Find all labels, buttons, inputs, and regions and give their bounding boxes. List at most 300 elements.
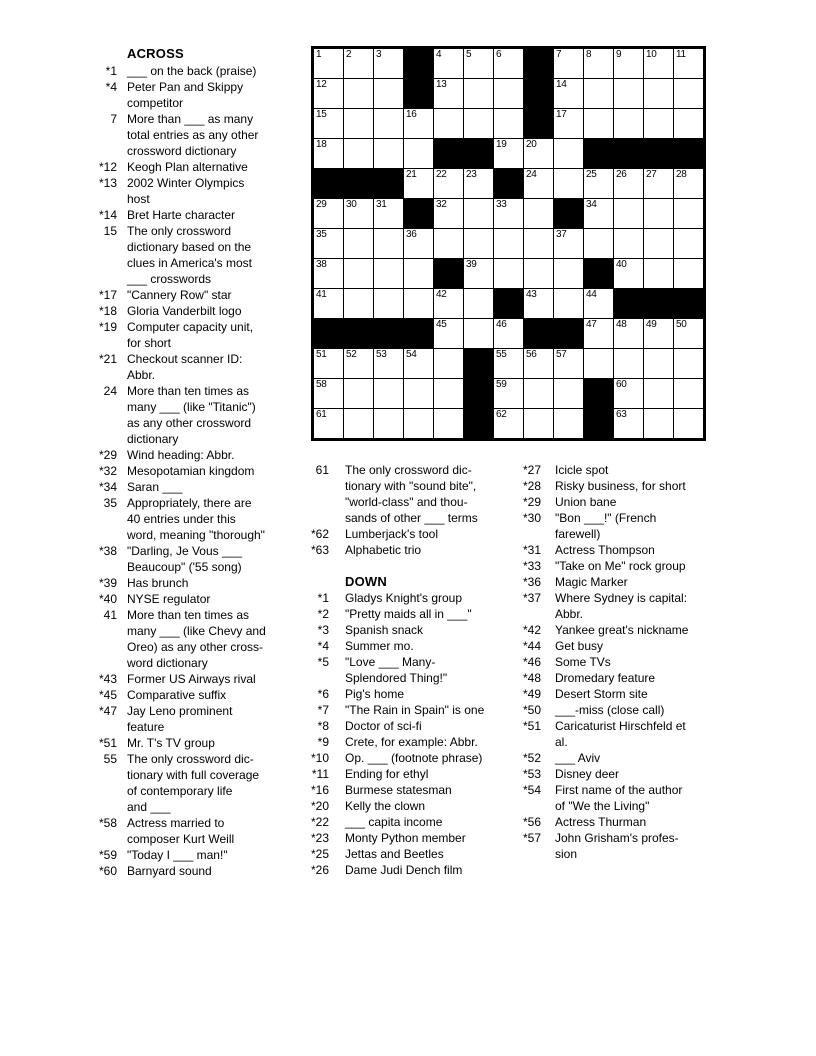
clue-number: *50 bbox=[522, 703, 541, 717]
grid-cell bbox=[524, 259, 553, 288]
clue-28 bbox=[515, 478, 755, 494]
clue-number: *4 bbox=[317, 639, 329, 653]
clue-text bbox=[555, 766, 619, 782]
grid-cell-number: 8 bbox=[586, 49, 592, 60]
grid-cell-number: 37 bbox=[556, 229, 567, 240]
grid-cell bbox=[644, 199, 673, 228]
clue-15 bbox=[85, 223, 307, 287]
clue-38 bbox=[85, 543, 307, 575]
clue-text bbox=[127, 111, 258, 159]
clue-number: *29 bbox=[522, 495, 541, 509]
clue-number: *37 bbox=[522, 591, 541, 605]
clue-text-line: "Cannery Row" star bbox=[127, 288, 232, 302]
grid-cell bbox=[584, 109, 613, 138]
grid-cell bbox=[554, 169, 583, 198]
grid-cell bbox=[314, 79, 343, 108]
grid-cell bbox=[344, 199, 373, 228]
clue-text bbox=[345, 638, 414, 654]
clue-text bbox=[127, 863, 212, 879]
clue-text bbox=[555, 622, 688, 638]
grid-cell-number: 20 bbox=[526, 139, 537, 150]
grid-cell bbox=[434, 289, 463, 318]
grid-cell bbox=[674, 169, 703, 198]
grid-cell bbox=[524, 289, 553, 318]
clue-text-line: More than ten times as bbox=[127, 608, 250, 622]
clue-text-line: John Grisham's profes- bbox=[555, 831, 679, 845]
grid-cell bbox=[494, 199, 523, 228]
grid-cell bbox=[674, 49, 703, 78]
grid-cell bbox=[344, 409, 373, 438]
across-clue-list-part2 bbox=[305, 462, 523, 558]
grid-cell bbox=[464, 199, 493, 228]
grid-cell bbox=[554, 79, 583, 108]
grid-cell-black bbox=[434, 139, 463, 168]
clue-11 bbox=[305, 766, 523, 782]
grid-cell-number: 54 bbox=[406, 349, 417, 360]
grid-cell bbox=[314, 139, 343, 168]
grid-cell bbox=[344, 229, 373, 258]
clue-text-line: Gladys Knight's group bbox=[345, 591, 463, 605]
grid-cell-black bbox=[464, 379, 493, 408]
clue-text-line: Dame Judi Dench film bbox=[345, 863, 463, 877]
clue-number: *7 bbox=[317, 703, 329, 717]
grid-cell-black bbox=[524, 109, 553, 138]
clue-text-line: "Today I ___ man!" bbox=[127, 848, 228, 862]
clue-number: *10 bbox=[310, 751, 329, 765]
clue-text bbox=[127, 447, 234, 463]
clue-text-line: total entries as any other bbox=[127, 128, 259, 142]
grid-cell bbox=[404, 229, 433, 258]
grid-cell-number: 63 bbox=[616, 409, 627, 420]
clue-text-line: tionary with "sound bite", bbox=[345, 479, 477, 493]
clue-text bbox=[127, 463, 254, 479]
clue-34 bbox=[85, 479, 307, 495]
clue-text bbox=[127, 687, 226, 703]
clue-number: *5 bbox=[317, 655, 329, 669]
grid-cell-black bbox=[554, 199, 583, 228]
clue-number: *19 bbox=[98, 320, 117, 334]
clue-number: *33 bbox=[522, 559, 541, 573]
grid-cell-number: 24 bbox=[526, 169, 537, 180]
clue-number: *31 bbox=[522, 543, 541, 557]
clue-number: *49 bbox=[522, 687, 541, 701]
grid-cell-number: 51 bbox=[316, 349, 327, 360]
clue-text bbox=[127, 79, 243, 111]
grid-cell-number: 13 bbox=[436, 79, 447, 90]
clue-text bbox=[345, 686, 404, 702]
clue-text-line: Ending for ethyl bbox=[345, 767, 429, 781]
clue-text-line: Spanish snack bbox=[345, 623, 424, 637]
grid-cell-number: 31 bbox=[376, 199, 387, 210]
grid-cell-number: 52 bbox=[346, 349, 357, 360]
clue-5 bbox=[305, 654, 523, 686]
clue-text bbox=[127, 815, 234, 847]
grid-cell-number: 55 bbox=[496, 349, 507, 360]
clue-42 bbox=[515, 622, 755, 638]
grid-cell-black bbox=[314, 319, 343, 348]
clue-text bbox=[345, 846, 444, 862]
clue-text-line: Has brunch bbox=[127, 576, 189, 590]
grid-cell-number: 18 bbox=[316, 139, 327, 150]
grid-cell-black bbox=[464, 139, 493, 168]
clue-text bbox=[127, 543, 242, 575]
across-clues-column bbox=[85, 45, 307, 879]
grid-cell bbox=[494, 229, 523, 258]
clue-29 bbox=[515, 494, 755, 510]
grid-cell bbox=[614, 109, 643, 138]
clue-51 bbox=[515, 718, 755, 750]
clue-text-line: "The Rain in Spain" is one bbox=[345, 703, 485, 717]
clue-number: *53 bbox=[522, 767, 541, 781]
grid-cell-number: 58 bbox=[316, 379, 327, 390]
clue-text-line: farewell) bbox=[555, 527, 601, 541]
clue-number: *46 bbox=[522, 655, 541, 669]
clue-52 bbox=[515, 750, 755, 766]
grid-cell bbox=[584, 229, 613, 258]
grid-cell bbox=[524, 199, 553, 228]
clue-text bbox=[555, 718, 686, 750]
clue-text-line: ___ capita income bbox=[345, 815, 443, 829]
clue-text-line: Oreo) as any other cross- bbox=[127, 640, 264, 654]
clue-text bbox=[127, 175, 244, 207]
clue-number: *2 bbox=[317, 607, 329, 621]
clue-number: *48 bbox=[522, 671, 541, 685]
clue-number: *29 bbox=[98, 448, 117, 462]
grid-cell bbox=[614, 409, 643, 438]
clue-number: *21 bbox=[98, 352, 117, 366]
clue-text-line: Desert Storm site bbox=[555, 687, 648, 701]
clue-4 bbox=[305, 638, 523, 654]
clue-number: *20 bbox=[310, 799, 329, 813]
clue-text bbox=[345, 606, 472, 622]
grid-cell-black bbox=[464, 409, 493, 438]
grid-cell bbox=[464, 109, 493, 138]
clue-27 bbox=[515, 462, 755, 478]
grid-cell bbox=[314, 229, 343, 258]
clue-text bbox=[127, 303, 242, 319]
grid-cell bbox=[404, 409, 433, 438]
grid-cell bbox=[614, 259, 643, 288]
clue-text bbox=[345, 766, 428, 782]
clue-number: *27 bbox=[522, 463, 541, 477]
clue-number: *62 bbox=[310, 527, 329, 541]
clue-text-line: ___-miss (close call) bbox=[555, 703, 665, 717]
grid-cell bbox=[524, 349, 553, 378]
clue-text-line: Icicle spot bbox=[555, 463, 609, 477]
grid-cell bbox=[674, 349, 703, 378]
grid-cell bbox=[614, 199, 643, 228]
grid-cell-black bbox=[404, 79, 433, 108]
clue-text bbox=[127, 751, 259, 815]
clue-41 bbox=[85, 607, 307, 671]
grid-cell bbox=[614, 169, 643, 198]
clue-text-line: composer Kurt Weill bbox=[127, 832, 235, 846]
grid-cell bbox=[374, 349, 403, 378]
clue-text-line: "world-class" and thou- bbox=[345, 495, 468, 509]
clue-33 bbox=[515, 558, 755, 574]
grid-cell bbox=[374, 379, 403, 408]
grid-cell-number: 23 bbox=[466, 169, 477, 180]
clue-7 bbox=[305, 702, 523, 718]
grid-cell-number: 26 bbox=[616, 169, 627, 180]
clue-text-line: The only crossword bbox=[127, 224, 232, 238]
grid-cell bbox=[434, 169, 463, 198]
grid-cell bbox=[644, 349, 673, 378]
grid-cell-number: 21 bbox=[406, 169, 417, 180]
clue-50 bbox=[515, 702, 755, 718]
grid-cell bbox=[494, 109, 523, 138]
down-clue-list-part1 bbox=[305, 590, 523, 878]
grid-cell-number: 38 bbox=[316, 259, 327, 270]
clue-24 bbox=[85, 383, 307, 447]
clue-58 bbox=[85, 815, 307, 847]
grid-cell bbox=[584, 79, 613, 108]
clue-text bbox=[345, 862, 462, 878]
grid-cell bbox=[344, 289, 373, 318]
grid-cell-black bbox=[674, 289, 703, 318]
grid-cell bbox=[554, 259, 583, 288]
clue-number: 15 bbox=[103, 224, 117, 238]
grid-cell bbox=[674, 259, 703, 288]
grid-cell-black bbox=[674, 139, 703, 168]
clue-53 bbox=[515, 766, 755, 782]
grid-cell bbox=[644, 409, 673, 438]
clue-text-line: Actress married to bbox=[127, 816, 225, 830]
grid-cell-number: 50 bbox=[676, 319, 687, 330]
clue-57 bbox=[515, 830, 755, 862]
clue-number: *26 bbox=[310, 863, 329, 877]
clue-text bbox=[555, 494, 616, 510]
grid-cell bbox=[524, 229, 553, 258]
clue-text bbox=[127, 575, 188, 591]
grid-cell-number: 48 bbox=[616, 319, 627, 330]
clue-text bbox=[345, 462, 478, 526]
clue-text bbox=[555, 590, 687, 622]
grid-cell bbox=[674, 109, 703, 138]
grid-cell-number: 60 bbox=[616, 379, 627, 390]
clue-51 bbox=[85, 735, 307, 751]
clue-number: 24 bbox=[103, 384, 117, 398]
clue-number: 55 bbox=[103, 752, 117, 766]
grid-cell-number: 42 bbox=[436, 289, 447, 300]
grid-cell-number: 10 bbox=[646, 49, 657, 60]
grid-cell-number: 4 bbox=[436, 49, 442, 60]
clue-number: 61 bbox=[315, 463, 329, 477]
grid-cell bbox=[674, 229, 703, 258]
grid-cell-number: 29 bbox=[316, 199, 327, 210]
clue-text bbox=[555, 478, 686, 494]
clue-13 bbox=[85, 175, 307, 207]
grid-cell bbox=[464, 49, 493, 78]
grid-cell-black bbox=[344, 169, 373, 198]
clue-text-line: Checkout scanner ID: bbox=[127, 352, 243, 366]
clue-text bbox=[345, 798, 425, 814]
clue-number: *11 bbox=[311, 767, 329, 781]
grid-cell-number: 46 bbox=[496, 319, 507, 330]
clue-46 bbox=[515, 654, 755, 670]
grid-cell-number: 16 bbox=[406, 109, 417, 120]
clue-text-line: word dictionary bbox=[127, 656, 208, 670]
clue-text-line: Burmese statesman bbox=[345, 783, 452, 797]
clue-text-line: tionary with full coverage bbox=[127, 768, 260, 782]
clue-number: *16 bbox=[310, 783, 329, 797]
clue-text-line: Appropriately, there are bbox=[127, 496, 252, 510]
clue-number: *39 bbox=[98, 576, 117, 590]
grid-cell-black bbox=[524, 319, 553, 348]
clue-text-line: "Darling, Je Vous ___ bbox=[127, 544, 242, 558]
middle-clues-column bbox=[305, 462, 523, 878]
clue-text bbox=[345, 830, 466, 846]
clue-number: *14 bbox=[98, 208, 117, 222]
grid-cell bbox=[644, 319, 673, 348]
clue-number: *38 bbox=[98, 544, 117, 558]
grid-cell-number: 3 bbox=[376, 49, 382, 60]
clue-text-line: 40 entries under this bbox=[127, 512, 236, 526]
clue-18 bbox=[85, 303, 307, 319]
clue-number: *43 bbox=[98, 672, 117, 686]
clue-36 bbox=[515, 574, 755, 590]
clue-text-line: "Love ___ Many- bbox=[345, 655, 436, 669]
grid-cell bbox=[494, 349, 523, 378]
grid-cell-black bbox=[464, 349, 493, 378]
clue-number: *3 bbox=[317, 623, 329, 637]
clue-text-line: Risky business, for short bbox=[555, 479, 686, 493]
grid-cell-black bbox=[404, 49, 433, 78]
grid-cell bbox=[494, 139, 523, 168]
grid-cell-black bbox=[614, 289, 643, 318]
clue-text bbox=[555, 830, 679, 862]
grid-cell-black bbox=[374, 319, 403, 348]
across-clue-list-part1 bbox=[85, 63, 307, 879]
clue-text bbox=[345, 814, 442, 830]
clue-26 bbox=[305, 862, 523, 878]
grid-cell bbox=[494, 79, 523, 108]
clue-3 bbox=[305, 622, 523, 638]
clue-text-line: Peter Pan and Skippy bbox=[127, 80, 244, 94]
clue-number: *36 bbox=[522, 575, 541, 589]
grid-cell bbox=[524, 169, 553, 198]
clue-text-line: ___ Aviv bbox=[555, 751, 601, 765]
clue-text bbox=[127, 287, 232, 303]
clue-text bbox=[127, 207, 235, 223]
grid-cell bbox=[314, 409, 343, 438]
grid-cell bbox=[584, 289, 613, 318]
clue-text bbox=[127, 351, 242, 383]
grid-cell bbox=[644, 79, 673, 108]
grid-cell-black bbox=[494, 169, 523, 198]
grid-cell-number: 56 bbox=[526, 349, 537, 360]
clue-number: *9 bbox=[317, 735, 329, 749]
grid-cell bbox=[434, 109, 463, 138]
grid-cell-number: 15 bbox=[316, 109, 327, 120]
clue-number: *23 bbox=[310, 831, 329, 845]
across-header: ACROSS bbox=[127, 46, 184, 61]
clue-text-line: Op. ___ (footnote phrase) bbox=[345, 751, 483, 765]
clue-text-line: Dromedary feature bbox=[555, 671, 656, 685]
clue-text bbox=[127, 479, 182, 495]
grid-cell bbox=[374, 229, 403, 258]
clue-56 bbox=[515, 814, 755, 830]
grid-cell bbox=[674, 79, 703, 108]
grid-cell bbox=[554, 289, 583, 318]
grid-cell-number: 27 bbox=[646, 169, 657, 180]
clue-number: *6 bbox=[317, 687, 329, 701]
clue-text-line: Mesopotamian kingdom bbox=[127, 464, 255, 478]
grid-cell-number: 19 bbox=[496, 139, 507, 150]
grid-cell-number: 49 bbox=[646, 319, 657, 330]
grid-cell bbox=[554, 409, 583, 438]
clue-text-line: al. bbox=[555, 735, 568, 749]
grid-cell-number: 11 bbox=[676, 49, 686, 60]
grid-cell-number: 33 bbox=[496, 199, 507, 210]
clue-text-line: Some TVs bbox=[555, 655, 611, 669]
grid-cell bbox=[614, 229, 643, 258]
clue-text-line: Splendored Thing!" bbox=[345, 671, 448, 685]
clue-text-line: NYSE regulator bbox=[127, 592, 211, 606]
clue-text-line: Mr. T's TV group bbox=[127, 736, 215, 750]
clue-text-line: Wind heading: Abbr. bbox=[127, 448, 235, 462]
grid-cell-black bbox=[314, 169, 343, 198]
grid-cell bbox=[614, 49, 643, 78]
clue-number: *40 bbox=[98, 592, 117, 606]
clue-text-line: Abbr. bbox=[127, 368, 156, 382]
clue-text-line: Pig's home bbox=[345, 687, 404, 701]
clue-text-line: Actress Thurman bbox=[555, 815, 647, 829]
clue-35 bbox=[85, 495, 307, 543]
clue-54 bbox=[515, 782, 755, 814]
clue-number: *57 bbox=[522, 831, 541, 845]
grid-cell bbox=[344, 79, 373, 108]
clue-7 bbox=[85, 111, 307, 159]
grid-cell bbox=[344, 349, 373, 378]
clue-number: *51 bbox=[522, 719, 541, 733]
grid-cell bbox=[344, 109, 373, 138]
clue-text-line: Magic Marker bbox=[555, 575, 628, 589]
grid-cell bbox=[314, 109, 343, 138]
clue-text-line: Jettas and Beetles bbox=[345, 847, 444, 861]
grid-cell-number: 44 bbox=[586, 289, 597, 300]
clue-16 bbox=[305, 782, 523, 798]
clue-39 bbox=[85, 575, 307, 591]
grid-cell bbox=[554, 379, 583, 408]
grid-cell bbox=[374, 49, 403, 78]
grid-cell bbox=[374, 289, 403, 318]
grid-cell bbox=[314, 349, 343, 378]
grid-cell-black bbox=[434, 259, 463, 288]
clue-text-line: More than ten times as bbox=[127, 384, 250, 398]
grid-cell bbox=[314, 199, 343, 228]
grid-cell bbox=[674, 379, 703, 408]
grid-cell bbox=[464, 319, 493, 348]
grid-cell-number: 41 bbox=[316, 289, 327, 300]
clue-text-line: Keogh Plan alternative bbox=[127, 160, 248, 174]
grid-cell-black bbox=[344, 319, 373, 348]
clue-number: *18 bbox=[98, 304, 117, 318]
grid-cell bbox=[404, 139, 433, 168]
grid-cell bbox=[494, 379, 523, 408]
grid-cell-number: 47 bbox=[586, 319, 597, 330]
clue-text bbox=[345, 590, 462, 606]
clue-text bbox=[127, 383, 256, 447]
grid-cell bbox=[464, 169, 493, 198]
clue-text-line: Bret Harte character bbox=[127, 208, 236, 222]
clue-text-line: competitor bbox=[127, 96, 184, 110]
grid-cell bbox=[584, 349, 613, 378]
grid-cell bbox=[614, 319, 643, 348]
clue-1 bbox=[305, 590, 523, 606]
clue-text bbox=[555, 686, 648, 702]
clue-text-line: ___ on the back (praise) bbox=[127, 64, 257, 78]
